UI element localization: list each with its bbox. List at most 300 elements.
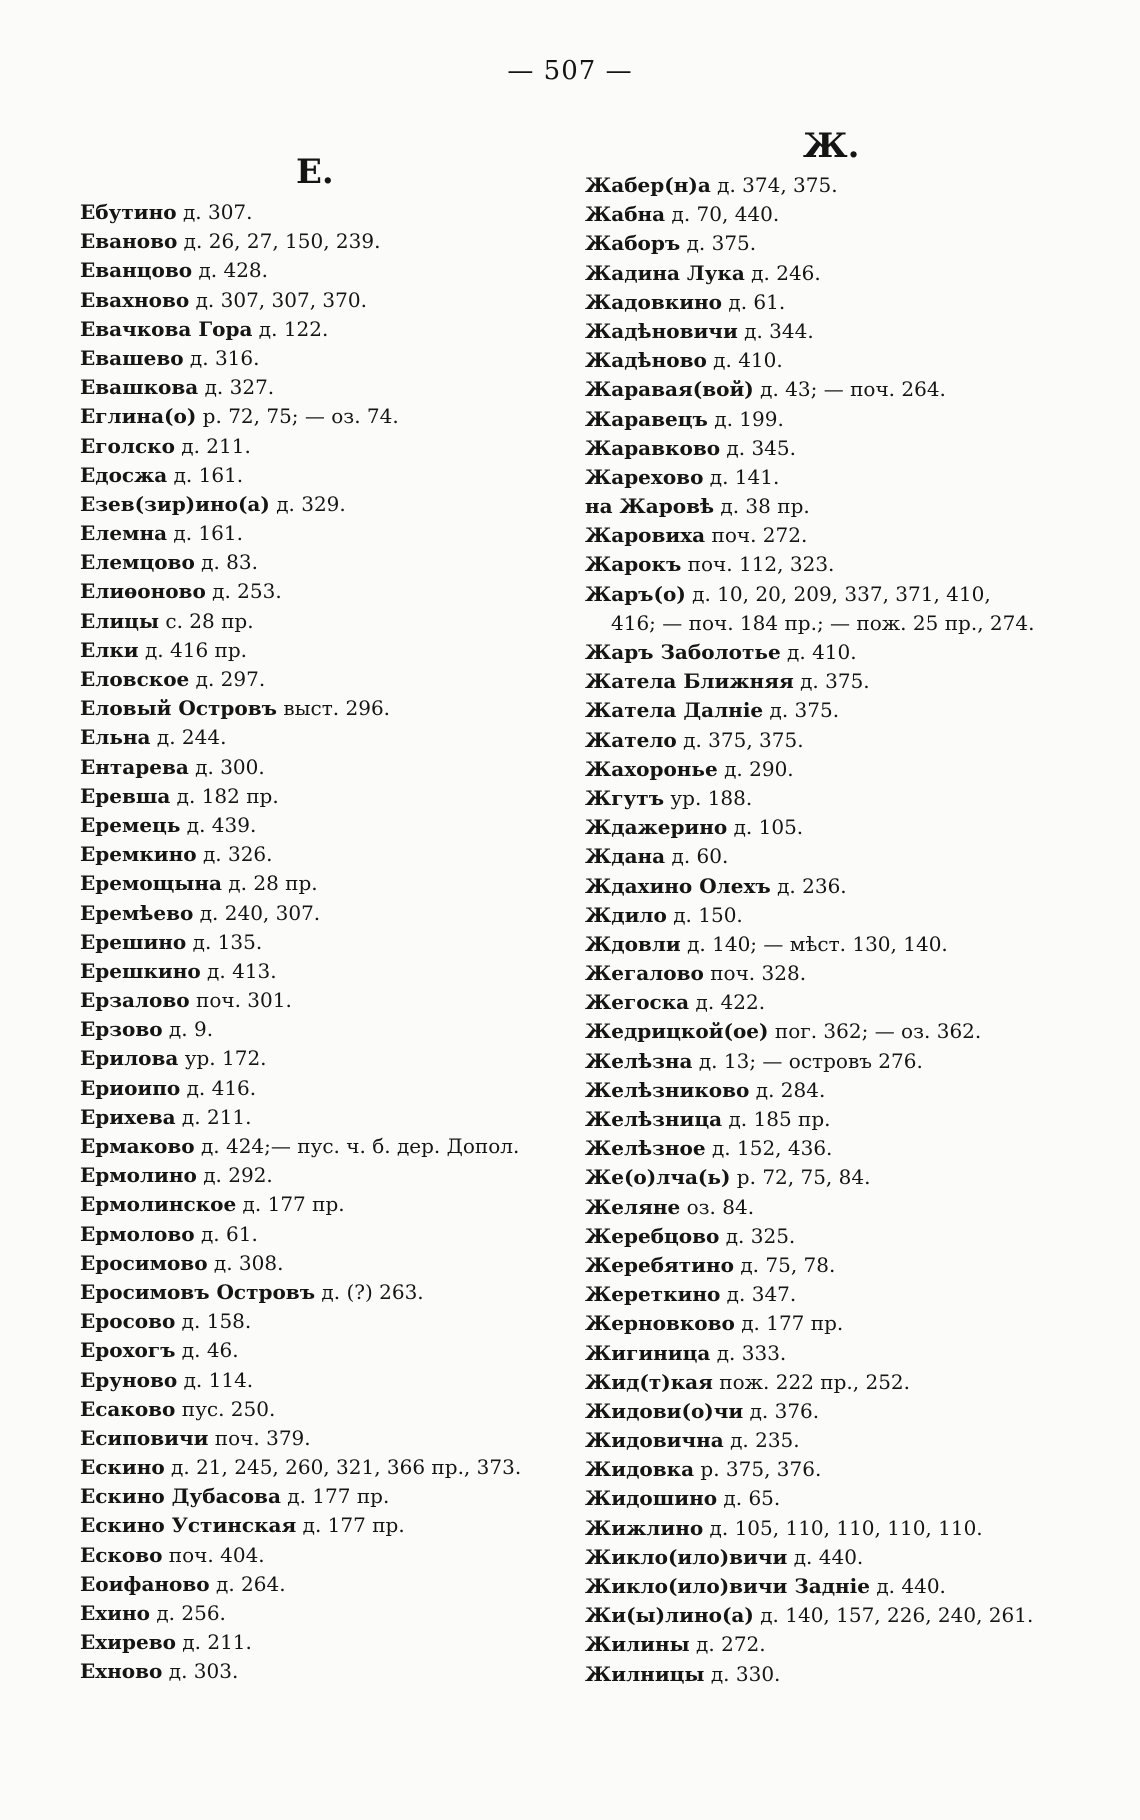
- entry-name: Езев(зир)ино(а): [80, 491, 270, 516]
- index-entry: [80, 1336, 580, 1365]
- entry-name: Жгутъ: [585, 785, 665, 810]
- index-entry: [80, 899, 580, 928]
- entry-reference: д. 410.: [706, 348, 783, 373]
- entry-name: Желѣзница: [585, 1107, 723, 1132]
- entry-name: Жаравая(вой): [585, 377, 754, 402]
- entry-name: Ескино: [80, 1455, 165, 1480]
- entry-reference: д. 422.: [689, 990, 766, 1015]
- index-entry: [80, 1366, 580, 1395]
- entry-reference: д. 284.: [749, 1077, 826, 1102]
- index-entry: [585, 1660, 1105, 1689]
- index-entry: [585, 580, 1105, 638]
- index-entry: [585, 1309, 1105, 1338]
- entry-name: Ерзово: [80, 1017, 163, 1042]
- entry-reference: д. 75, 78.: [734, 1252, 836, 1277]
- index-entry: [80, 1161, 580, 1190]
- section-letter-zh: Ж.: [803, 126, 860, 166]
- entry-name: Жабна: [585, 202, 666, 227]
- entry-name: Ерохогъ: [80, 1338, 176, 1363]
- index-entry: [80, 373, 580, 402]
- entry-reference: д. 199.: [707, 406, 784, 431]
- entry-name: Елиѳоново: [80, 579, 206, 604]
- entry-name: Евашево: [80, 345, 184, 370]
- entry-continuation: 416; — поч. 184 пр.; — пож. 25 пр., 274.: [611, 610, 1035, 635]
- entry-reference: оз. 84.: [680, 1194, 755, 1219]
- entry-reference: д. 300.: [188, 754, 265, 779]
- entry-reference: поч. 112, 323.: [681, 552, 835, 577]
- index-entry: [585, 521, 1105, 550]
- index-entry: [80, 1424, 580, 1453]
- index-entry: [80, 256, 580, 285]
- entry-reference: д. 140; — мѣст. 130, 140.: [680, 931, 948, 956]
- entry-reference: д. 416 пр.: [138, 637, 248, 662]
- entry-reference: д. 105, 110, 110, 110, 110.: [703, 1515, 983, 1540]
- entry-name: Ждовли: [585, 931, 681, 956]
- entry-name: Жегоска: [585, 990, 690, 1015]
- entry-reference: д. 330.: [704, 1661, 781, 1686]
- entry-name: Ескино Устинская: [80, 1513, 297, 1538]
- section-letter-e: Е.: [296, 152, 334, 192]
- index-entry: [80, 198, 580, 227]
- index-entry: [585, 1630, 1105, 1659]
- entry-name: Ермолинское: [80, 1192, 237, 1217]
- entry-reference: д. 211.: [175, 1630, 252, 1655]
- entry-reference: д. 344.: [737, 318, 814, 343]
- entry-name: Жи(ы)лино(а): [585, 1603, 754, 1628]
- entry-reference: д. 326.: [196, 842, 273, 867]
- entry-name: Ерешино: [80, 929, 187, 954]
- index-entry: [80, 928, 580, 957]
- entry-name: Ериоипо: [80, 1075, 181, 1100]
- index-entry: [80, 782, 580, 811]
- entry-reference: д. 135.: [186, 929, 263, 954]
- entry-name: Еоифаново: [80, 1571, 210, 1596]
- entry-reference: д. 440.: [787, 1544, 864, 1569]
- entry-name: Жаръ Заболотье: [585, 640, 781, 665]
- entry-reference: поч. 272.: [705, 523, 808, 548]
- entry-name: Жадѣново: [585, 348, 707, 373]
- index-entry: [80, 548, 580, 577]
- entry-reference: д. 297.: [189, 667, 266, 691]
- index-entry: [585, 1484, 1105, 1513]
- entry-name: Жидовка: [585, 1457, 695, 1482]
- entry-name: Жабер(н)а: [585, 173, 711, 197]
- entry-name: Ерешкино: [80, 958, 201, 983]
- entry-name: Жикло(ило)вичи: [585, 1544, 788, 1569]
- entry-reference: д. 375, 375.: [676, 727, 804, 752]
- index-entry: [80, 1015, 580, 1044]
- entry-name: Елемцово: [80, 550, 195, 575]
- index-entry: [585, 696, 1105, 725]
- entry-name: Еросово: [80, 1309, 176, 1334]
- index-entry: [80, 1482, 580, 1511]
- entry-name: Жеребятино: [585, 1252, 734, 1277]
- entry-name: Еголско: [80, 433, 175, 458]
- entry-name: Жеребцово: [585, 1223, 720, 1248]
- index-entry: [585, 200, 1105, 229]
- index-entry: [80, 519, 580, 548]
- entry-reference: д. 253.: [205, 579, 282, 604]
- entry-reference: д. 410.: [780, 640, 857, 665]
- entry-name: Елицы: [80, 608, 160, 633]
- entry-reference: д. 244.: [150, 725, 227, 750]
- entry-name: Жикло(ило)вичи Задніе: [585, 1574, 870, 1599]
- entry-name: Еросимовъ Островъ: [80, 1279, 316, 1304]
- index-entry: [585, 726, 1105, 755]
- entry-reference: поч. 301.: [189, 988, 292, 1013]
- entry-name: Жахоронье: [585, 756, 718, 781]
- index-entry: [585, 434, 1105, 463]
- index-entry: [585, 784, 1105, 813]
- entry-list-left: [80, 198, 580, 1687]
- index-entry: [80, 1132, 580, 1161]
- entry-name: Евашкова: [80, 375, 199, 400]
- index-entry: [80, 636, 580, 665]
- index-entry: [80, 811, 580, 840]
- entry-reference: д. 105.: [727, 815, 804, 840]
- page-number: — 507 —: [507, 56, 633, 86]
- entry-reference: д. 256.: [149, 1601, 226, 1625]
- index-entry: [585, 463, 1105, 492]
- entry-reference: р. 72, 75, 84.: [730, 1165, 871, 1190]
- entry-reference: д. 13; — островъ 276.: [692, 1048, 923, 1073]
- index-entry: [80, 286, 580, 315]
- index-entry: [80, 1220, 580, 1249]
- entry-reference: д. 177 пр.: [734, 1311, 844, 1336]
- entry-reference: д. 177 пр.: [296, 1513, 405, 1538]
- index-entry: [585, 1368, 1105, 1397]
- entry-reference: ур. 172.: [178, 1046, 267, 1071]
- entry-name: Ермолино: [80, 1163, 197, 1188]
- index-entry: [80, 665, 580, 694]
- entry-name: Ждахино Олехъ: [585, 873, 771, 898]
- entry-reference: д. 114.: [177, 1367, 254, 1392]
- index-entry: [585, 259, 1105, 288]
- entry-reference: р. 375, 376.: [694, 1457, 822, 1482]
- index-entry: [585, 1280, 1105, 1309]
- index-entry: [80, 1511, 580, 1540]
- entry-name: Жидошино: [585, 1486, 718, 1511]
- index-entry: [80, 1395, 580, 1424]
- entry-reference: д. 60.: [665, 844, 729, 869]
- index-entry: [80, 694, 580, 723]
- index-entry: [80, 986, 580, 1015]
- entry-name: Жадина Лука: [585, 260, 745, 285]
- entry-reference: д. 211.: [174, 433, 251, 458]
- index-entry: [585, 346, 1105, 375]
- entry-name: Ждажерино: [585, 815, 728, 840]
- index-entry: [585, 317, 1105, 346]
- entry-reference: д. (?) 263.: [315, 1279, 424, 1304]
- index-entry: [80, 607, 580, 636]
- index-entry: [80, 1657, 580, 1686]
- index-entry: [585, 1222, 1105, 1251]
- entry-reference: д. 158.: [175, 1309, 252, 1334]
- index-entry: [80, 1278, 580, 1307]
- index-entry: [585, 842, 1105, 871]
- entry-name: Желѣзна: [585, 1048, 693, 1073]
- entry-reference: д. 376.: [743, 1398, 820, 1423]
- entry-name: Еросимово: [80, 1250, 208, 1275]
- entry-reference: д. 140, 157, 226, 240, 261.: [753, 1603, 1034, 1628]
- entry-name: Ельна: [80, 725, 151, 750]
- index-entry: [80, 461, 580, 490]
- entry-reference: поч. 379.: [208, 1425, 311, 1450]
- entry-name: Жаравецъ: [585, 406, 708, 431]
- entry-reference: д. 424;— пус. ч. б. дер. Допол.: [194, 1134, 520, 1158]
- entry-name: Жереткино: [585, 1282, 721, 1307]
- index-entry: [80, 577, 580, 606]
- entry-name: Ермолово: [80, 1221, 195, 1246]
- entry-name: Еремощына: [80, 871, 222, 896]
- entry-name: Еваново: [80, 229, 178, 254]
- entry-name: Жаровиха: [585, 523, 706, 548]
- entry-reference: д. 325.: [719, 1223, 796, 1248]
- index-entry: [80, 1599, 580, 1628]
- index-entry: [80, 1628, 580, 1657]
- entry-reference: д. 236.: [770, 873, 847, 898]
- entry-name: Еловское: [80, 667, 190, 691]
- index-entry: [585, 813, 1105, 842]
- entry-name: Елемна: [80, 521, 168, 546]
- index-entry: [585, 1076, 1105, 1105]
- index-entry: [585, 1426, 1105, 1455]
- entry-reference: д. 413.: [200, 958, 277, 983]
- entry-reference: д. 292.: [196, 1163, 273, 1188]
- entry-reference: д. 374, 375.: [710, 173, 838, 197]
- entry-name: Жегалово: [585, 961, 704, 986]
- index-entry: [80, 723, 580, 752]
- entry-name: Ентарева: [80, 754, 189, 779]
- index-entry: [80, 1249, 580, 1278]
- entry-reference: д. 9.: [162, 1017, 214, 1042]
- entry-reference: д. 152, 436.: [705, 1136, 833, 1161]
- index-entry: [585, 901, 1105, 930]
- entry-name: Еловый Островъ: [80, 696, 277, 721]
- entry-reference: д. 61.: [722, 289, 786, 314]
- entry-name: Ехново: [80, 1659, 163, 1684]
- index-entry: [80, 1103, 580, 1132]
- index-entry: [585, 171, 1105, 200]
- entry-name: Еремѣево: [80, 900, 194, 925]
- entry-reference: д. 141.: [703, 464, 780, 489]
- entry-reference: д. 375.: [793, 669, 870, 694]
- entry-reference: д. 290.: [717, 756, 794, 781]
- entry-name: Евачкова Гора: [80, 316, 253, 341]
- entry-reference: пус. 250.: [175, 1396, 276, 1421]
- entry-reference: д. 235.: [723, 1428, 800, 1453]
- entry-reference: пог. 362; — оз. 362.: [768, 1019, 982, 1044]
- entry-name: Жатела Ближняя: [585, 669, 794, 694]
- index-entry: [80, 840, 580, 869]
- index-entry: [80, 1307, 580, 1336]
- entry-name: Жарокъ: [585, 552, 682, 577]
- entry-reference: д. 240, 307.: [193, 900, 321, 925]
- index-entry: [585, 1134, 1105, 1163]
- entry-reference: д. 272.: [689, 1632, 766, 1657]
- entry-reference: д. 28 пр.: [221, 871, 318, 896]
- entry-reference: д. 70, 440.: [665, 202, 780, 227]
- entry-name: Евахново: [80, 287, 190, 312]
- index-entry: [80, 1074, 580, 1103]
- entry-name: Еревша: [80, 783, 171, 808]
- index-entry: [585, 930, 1105, 959]
- entry-name: Еруново: [80, 1367, 178, 1392]
- entry-reference: д. 327.: [198, 375, 275, 400]
- index-entry: [585, 872, 1105, 901]
- entry-reference: д. 246.: [744, 260, 821, 285]
- index-entry: [585, 229, 1105, 258]
- entry-name: Жидови(о)чи: [585, 1398, 744, 1423]
- entry-reference: поч. 404.: [162, 1542, 265, 1567]
- entry-name: Жадѣновичи: [585, 318, 738, 343]
- index-entry: [585, 1163, 1105, 1192]
- index-entry: [585, 1047, 1105, 1076]
- entry-name: Есаково: [80, 1396, 176, 1421]
- index-entry: [585, 550, 1105, 579]
- entry-reference: д. 303.: [162, 1659, 239, 1684]
- index-entry: [585, 288, 1105, 317]
- entry-name: Ехино: [80, 1601, 150, 1625]
- entry-name: Жигиница: [585, 1340, 711, 1365]
- entry-reference: д. 65.: [717, 1486, 781, 1511]
- index-entry: [585, 959, 1105, 988]
- entry-reference: д. 329.: [269, 491, 346, 516]
- index-entry: [585, 1017, 1105, 1046]
- entry-name: Ехирево: [80, 1630, 176, 1655]
- entry-reference: д. 308.: [207, 1250, 284, 1275]
- entry-name: Жид(т)кая: [585, 1369, 713, 1394]
- entry-reference: д. 185 пр.: [722, 1107, 831, 1132]
- entry-reference: д. 333.: [710, 1340, 787, 1365]
- entry-name: Еванцово: [80, 258, 193, 283]
- entry-reference: д. 177 пр.: [280, 1484, 390, 1509]
- entry-reference: д. 307.: [176, 200, 253, 224]
- entry-name: Еремець: [80, 812, 181, 837]
- index-entry: [80, 344, 580, 373]
- index-entry: [585, 1105, 1105, 1134]
- entry-name: Ждана: [585, 844, 666, 869]
- entry-reference: д. 21, 245, 260, 321, 366 пр., 373.: [164, 1455, 522, 1480]
- entry-list-right: [585, 171, 1105, 1689]
- index-entry: [585, 1572, 1105, 1601]
- entry-reference: д. 177 пр.: [236, 1192, 345, 1217]
- entry-reference: д. 416.: [180, 1075, 257, 1100]
- entry-name: Елки: [80, 637, 139, 662]
- entry-name: Ебутино: [80, 200, 177, 224]
- entry-reference: д. 439.: [180, 812, 257, 837]
- index-entry: [585, 492, 1105, 521]
- entry-reference: д. 440.: [870, 1574, 946, 1599]
- entry-reference: д. 161.: [167, 462, 244, 487]
- entry-reference: д. 375.: [680, 231, 757, 256]
- entry-name: Ждило: [585, 902, 667, 927]
- entry-name: Жедрицкой(ое): [585, 1019, 769, 1044]
- entry-name: Жатела Далніе: [585, 698, 764, 723]
- entry-name: Ерилова: [80, 1046, 179, 1071]
- entry-name: Ескино Дубасова: [80, 1484, 281, 1509]
- index-entry: [585, 755, 1105, 784]
- entry-reference: д. 150.: [666, 902, 743, 927]
- entry-reference: д. 182 пр.: [170, 783, 279, 808]
- entry-reference: р. 72, 75; — оз. 74.: [196, 404, 399, 429]
- entry-reference: д. 375.: [763, 698, 840, 723]
- entry-name: Жаръ(о): [585, 581, 686, 606]
- entry-name: Жатело: [585, 727, 677, 752]
- index-entry: [80, 490, 580, 519]
- entry-reference: д. 26, 27, 150, 239.: [177, 229, 381, 254]
- entry-name: Едосжа: [80, 462, 168, 487]
- entry-reference: д. 264.: [209, 1571, 286, 1596]
- entry-reference: пож. 222 пр., 252.: [712, 1369, 911, 1394]
- entry-name: Еглина(о): [80, 404, 197, 429]
- entry-name: Жидовична: [585, 1428, 724, 1453]
- entry-reference: д. 307, 307, 370.: [189, 287, 367, 312]
- entry-name: Жаравково: [585, 435, 721, 460]
- index-entry: [80, 1541, 580, 1570]
- entry-reference: д. 316.: [183, 345, 260, 370]
- entry-name: Желѣзное: [585, 1136, 706, 1161]
- entry-name: на Жаровѣ: [585, 494, 715, 519]
- index-entry: [80, 402, 580, 431]
- index-entry: [585, 405, 1105, 434]
- entry-reference: д. 43; — поч. 264.: [753, 377, 946, 402]
- entry-reference: д. 161.: [167, 521, 243, 546]
- index-entry: [585, 638, 1105, 667]
- index-entry: [585, 1514, 1105, 1543]
- index-entry: [585, 1397, 1105, 1426]
- entry-reference: выст. 296.: [276, 696, 391, 721]
- entry-reference: ур. 188.: [664, 785, 753, 810]
- entry-reference: поч. 328.: [703, 961, 807, 986]
- index-entry: [585, 1251, 1105, 1280]
- entry-name: Жилницы: [585, 1661, 705, 1686]
- index-entry: [80, 1453, 580, 1482]
- entry-reference: д. 46.: [175, 1338, 239, 1363]
- entry-name: Жижлино: [585, 1515, 704, 1540]
- index-entry: [80, 1190, 580, 1219]
- index-entry: [80, 869, 580, 898]
- entry-name: Есиповичи: [80, 1425, 209, 1450]
- entry-name: Еремкино: [80, 842, 197, 867]
- entry-reference: д. 347.: [720, 1282, 797, 1307]
- entry-reference: д. 83.: [194, 550, 258, 575]
- entry-reference: с. 28 пр.: [159, 608, 254, 633]
- entry-reference: д. 38 пр.: [714, 494, 810, 519]
- index-entry: [585, 1193, 1105, 1222]
- index-entry: [585, 667, 1105, 696]
- index-entry: [80, 315, 580, 344]
- entry-reference: д. 428.: [192, 258, 269, 283]
- entry-name: Жарехово: [585, 464, 704, 489]
- index-entry: [585, 988, 1105, 1017]
- index-entry: [585, 1543, 1105, 1572]
- entry-reference: д. 122.: [252, 316, 329, 341]
- entry-name: Ермаково: [80, 1134, 195, 1158]
- entry-reference: д. 61.: [194, 1221, 258, 1246]
- entry-name: Жадовкино: [585, 289, 723, 314]
- entry-name: Ерихева: [80, 1104, 176, 1129]
- entry-name: Желѣзниково: [585, 1077, 750, 1102]
- index-entry: [80, 753, 580, 782]
- index-entry: [80, 1044, 580, 1073]
- index-entry: [585, 1339, 1105, 1368]
- entry-reference: д. 211.: [175, 1104, 252, 1129]
- index-entry: [585, 375, 1105, 404]
- index-entry: [80, 432, 580, 461]
- entry-name: Жаборъ: [585, 231, 681, 256]
- index-entry: [80, 957, 580, 986]
